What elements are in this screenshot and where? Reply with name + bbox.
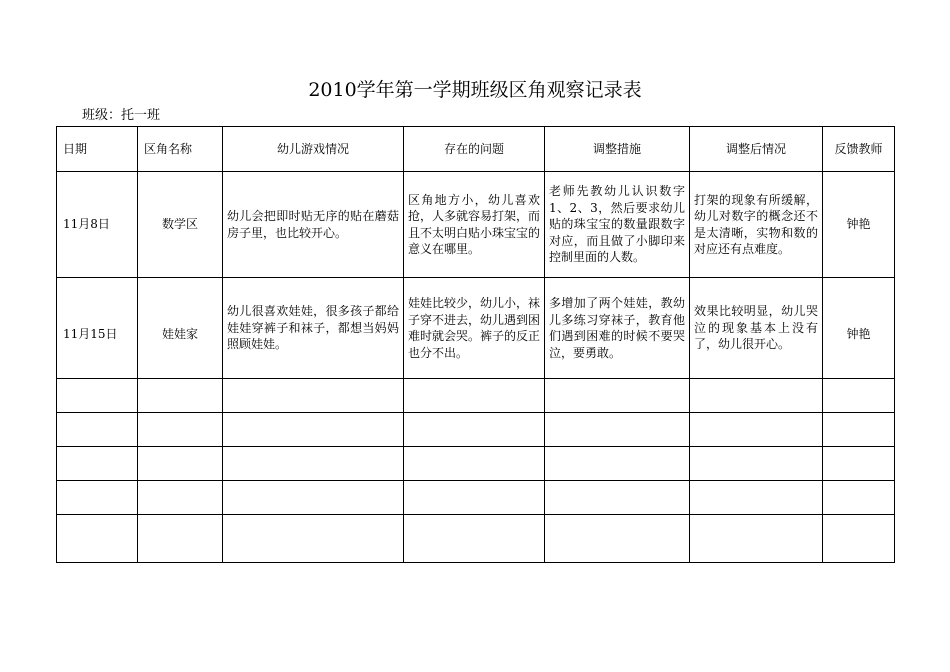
empty-cell — [545, 447, 690, 481]
table-row — [57, 278, 895, 379]
observation-record-table — [56, 126, 895, 563]
cell-play: 幼儿很喜欢娃娃，很多孩子都给娃娃穿裤子和袜子，都想当妈妈照顾娃娃。 — [223, 278, 404, 379]
empty-cell — [545, 413, 690, 447]
empty-cell — [223, 379, 404, 413]
empty-cell — [138, 481, 223, 515]
empty-cell — [223, 515, 404, 563]
empty-cell — [223, 481, 404, 515]
cell-teacher: 钟艳 — [823, 172, 895, 278]
empty-cell — [404, 447, 545, 481]
table-row-empty — [57, 481, 895, 515]
empty-cell — [823, 447, 895, 481]
cell-problem: 娃娃比较少，幼儿小，袜子穿不进去，幼儿遇到困难时就会哭。裤子的反正也分不出。 — [404, 278, 545, 379]
header-after-adjustment: 调整后情况 — [690, 127, 823, 172]
empty-cell — [823, 515, 895, 563]
header-play-situation: 幼儿游戏情况 — [223, 127, 404, 172]
class-label: 班级：托一班 — [82, 108, 161, 123]
empty-cell — [223, 447, 404, 481]
empty-cell — [690, 379, 823, 413]
empty-cell — [823, 379, 895, 413]
empty-cell — [57, 379, 138, 413]
empty-cell — [138, 515, 223, 563]
empty-cell — [690, 413, 823, 447]
empty-cell — [823, 413, 895, 447]
table-row-empty — [57, 413, 895, 447]
table-header-row — [57, 127, 895, 172]
empty-cell — [57, 515, 138, 563]
empty-cell — [138, 379, 223, 413]
cell-teacher: 钟艳 — [823, 278, 895, 379]
cell-measure: 老师先教幼儿认识数字1、2、3，然后要求幼儿贴的珠宝宝的数量跟数字对应，而且做了小脚印来控制里面的人数。 — [545, 172, 690, 278]
table-row-empty — [57, 379, 895, 413]
empty-cell — [690, 447, 823, 481]
table-row-empty — [57, 447, 895, 481]
cell-after: 打架的现象有所缓解，幼儿对数字的概念还不是太清晰，实物和数的对应还有点难度。 — [690, 172, 823, 278]
table-row-empty — [57, 515, 895, 563]
empty-cell — [404, 413, 545, 447]
document-title: 2010学年第一学期班级区角观察记录表 — [308, 79, 642, 101]
cell-problem: 区角地方小，幼儿喜欢抢，人多就容易打架，而且不太明白贴小珠宝宝的意义在哪里。 — [404, 172, 545, 278]
header-date: 日期 — [57, 127, 138, 172]
empty-cell — [223, 413, 404, 447]
empty-cell — [404, 515, 545, 563]
empty-cell — [138, 413, 223, 447]
empty-cell — [404, 379, 545, 413]
empty-cell — [690, 481, 823, 515]
cell-play: 幼儿会把即时贴无序的贴在蘑菇房子里，也比较开心。 — [223, 172, 404, 278]
empty-cell — [545, 481, 690, 515]
empty-cell — [690, 515, 823, 563]
cell-date: 11月15日 — [57, 278, 138, 379]
cell-area: 数学区 — [138, 172, 223, 278]
empty-cell — [57, 413, 138, 447]
empty-cell — [823, 481, 895, 515]
header-area-name: 区角名称 — [138, 127, 223, 172]
empty-cell — [57, 481, 138, 515]
cell-measure: 多增加了两个娃娃，教幼儿多练习穿袜子，教育他们遇到困难的时候不要哭泣，要勇敢。 — [545, 278, 690, 379]
header-adjustment-measure: 调整措施 — [545, 127, 690, 172]
empty-cell — [545, 515, 690, 563]
cell-after: 效果比较明显，幼儿哭泣的现象基本上没有了，幼儿很开心。 — [690, 278, 823, 379]
empty-cell — [404, 481, 545, 515]
empty-cell — [138, 447, 223, 481]
cell-area: 娃娃家 — [138, 278, 223, 379]
cell-date: 11月8日 — [57, 172, 138, 278]
table-row — [57, 172, 895, 278]
header-existing-problem: 存在的问题 — [404, 127, 545, 172]
header-feedback-teacher: 反馈教师 — [823, 127, 895, 172]
empty-cell — [57, 447, 138, 481]
empty-cell — [545, 379, 690, 413]
